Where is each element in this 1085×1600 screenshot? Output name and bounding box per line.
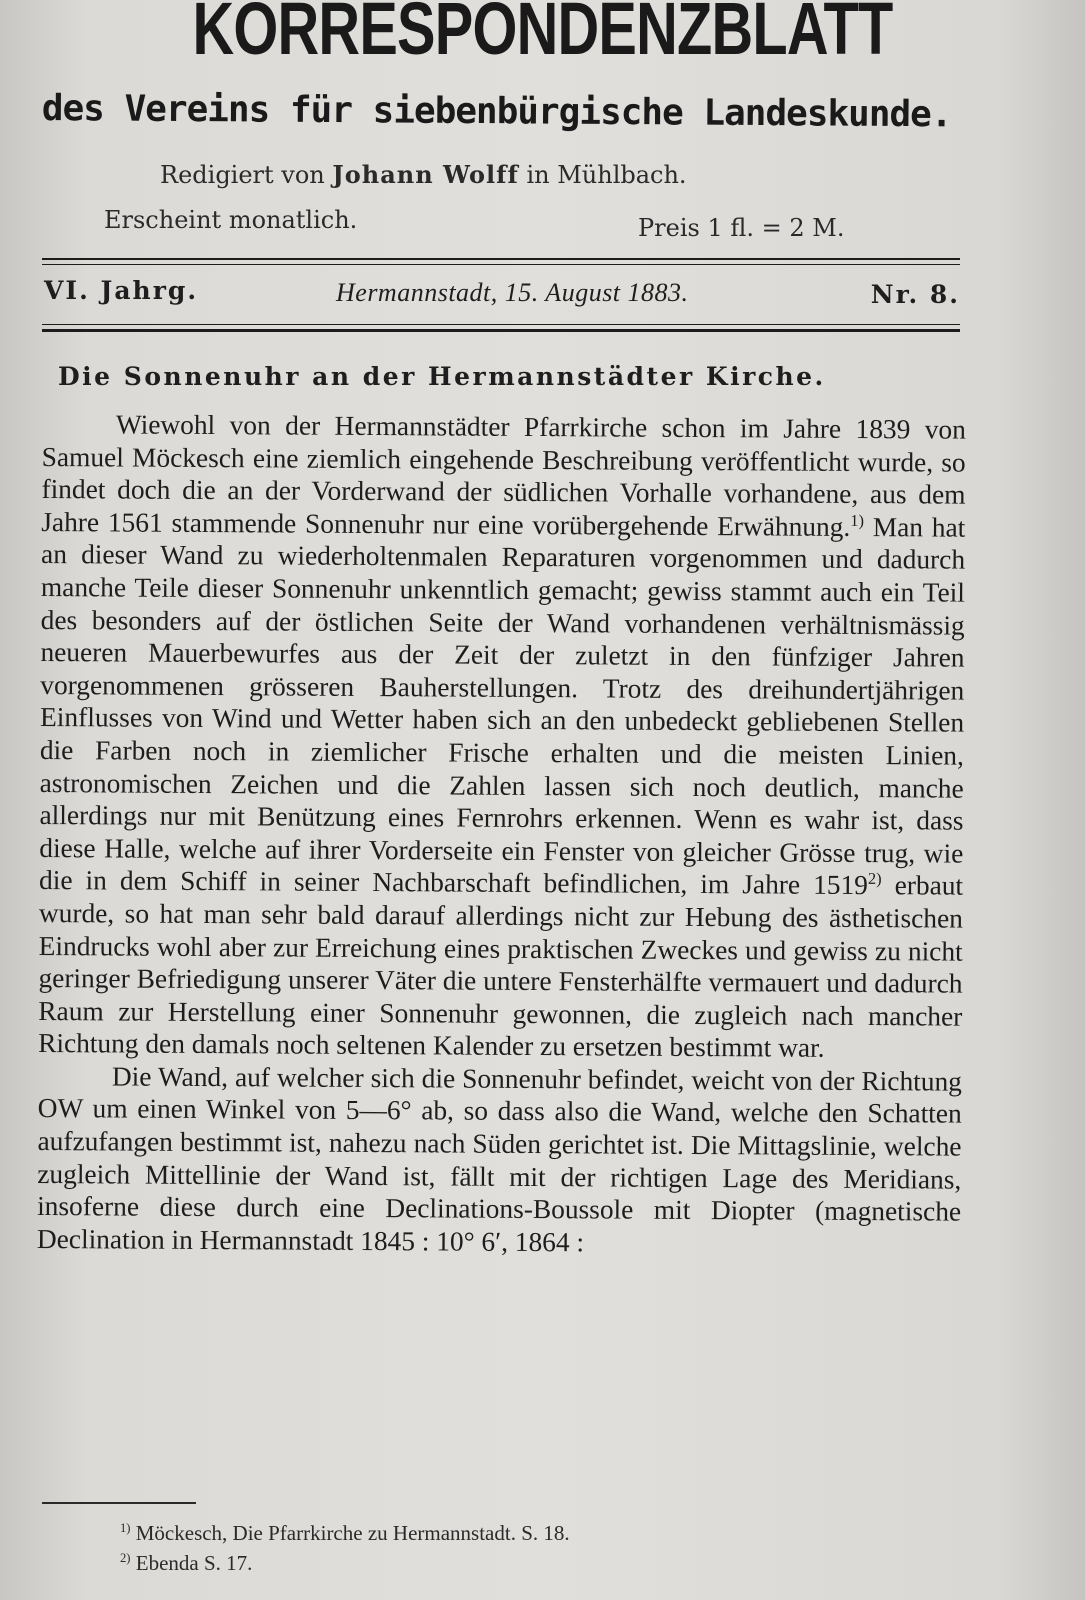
paragraph-1 — [38, 408, 966, 1066]
masthead-title: KORRESPONDENZBLATT — [192, 0, 893, 70]
issue-year: VI. Jahrg. — [44, 276, 199, 305]
paragraph-2: Die Wand, auf welcher sich die Sonnenuhr befindet, weicht von der Richtung OW um einen Winkel von 5—6° ab, so dass also die Wand, welche den Schatten aufzufangen bestimmt ist, nahezu nach Süden gerichtet ist. Die Mittagslinie, welche zugleich Mittellinie der Wand ist, fällt mit der richtigen Lage des Meridians, insoferne diese durch eine Declinations-Boussole mit Diopter (magnetische Declination in Hermannstadt 1845 : 10° 6′, 1864 : — [36, 1061, 962, 1258]
editor-line — [160, 160, 687, 189]
price: Preis 1 fl. = 2 M. — [638, 214, 845, 242]
footnotes — [120, 1518, 570, 1578]
footnote-marker: 1) — [120, 1521, 131, 1535]
footnote-text: Möckesch, Die Pfarrkirche zu Hermannstadt. S. 18. — [135, 1521, 570, 1545]
footnote — [120, 1518, 570, 1548]
footnote-text: Ebenda S. 17. — [135, 1551, 253, 1575]
article-title: Die Sonnenuhr an der Hermannstädter Kirche. — [58, 362, 826, 391]
issue-line — [42, 276, 960, 316]
article-body — [37, 408, 966, 1261]
header-rule-top-thin — [42, 264, 960, 265]
publication-frequency: Erscheint monatlich. — [104, 206, 358, 234]
header-rule-bottom-thick — [42, 329, 960, 332]
masthead-subtitle: des Vereins für siebenbürgische Landeskunde. — [41, 88, 952, 136]
editor-suffix: in Mühlbach. — [526, 161, 687, 189]
footnote-divider — [42, 1502, 196, 1504]
issue-place-date: Hermannstadt, 15. August 1883. — [336, 278, 689, 307]
footnote-ref-2: 2) — [867, 869, 882, 889]
header-rule-top-thick — [42, 258, 960, 260]
paragraph-1-part-b: Man hat an dieser Wand zu wiederholtenmalen Reparaturen vorgenommen und dadurch manche Teile dieser Sonnenuhr unkenntlich gemacht; gewiss stammt auch ein Teil des besonders auf der östlichen Seite der Wand vorhandenen verhältnismässig neueren Mauerbewurfes aus der Zeit der zuletzt in den fünfziger Jahren vorgenommenen grösseren Bauherstellungen. Trotz des dreihundertjährigen Einflusses von Wind und Wetter haben sich an den unbedeckt gebliebenen Stellen die Farben noch in ziemlicher Frische erhalten und die meisten Linien, astronomischen Zeichen und die Zahlen lassen sich noch deutlich, manche allerdings nur mit Benützung eines Fernrohrs erkennen. Wenn es wahr ist, dass diese Halle, welche auf ihrer Vorderseite ein Fenster von gleicher Grösse trug, wie die in dem Schiff in seiner Nachbarschaft befindlichen, im Jahre 1519 — [39, 511, 966, 901]
footnote-ref-1: 1) — [850, 510, 865, 530]
paragraph-1-part-a: Wiewohl von der Hermannstädter Pfarrkirche schon im Jahre 1839 von Samuel Möckesch eine ziemlich eingehende Beschreibung veröffentlicht wurde, so findet doch die an der Vorderwand der südlichen Vorhalle vorhandene, aus dem Jahre 1561 stammende Sonnenuhr nur eine vorübergehende Erwähnung. — [41, 409, 966, 542]
paragraph-1-part-c: erbaut wurde, so hat man sehr bald darauf allerdings nicht zur Hebung des ästhetischen Eindrucks wohl aber zur Erreichung eines praktischen Zweckes und gewiss zu nicht geringer Befriedigung unserer Väter die untere Fensterhälfte vermauert und dadurch Raum zur Herstellung einer Sonnenuhr gewonnen, die zugleich nach mancher Richtung den damals noch seltenen Kalender zu ersetzen bestimmt war. — [38, 870, 964, 1064]
footnote — [120, 1548, 570, 1578]
editor-name: Johann Wolff — [332, 160, 519, 189]
footnote-marker: 2) — [120, 1551, 131, 1565]
header-rule-bottom-thin — [42, 324, 960, 325]
editor-prefix: Redigiert von — [160, 161, 325, 189]
issue-number: Nr. 8. — [870, 280, 960, 309]
